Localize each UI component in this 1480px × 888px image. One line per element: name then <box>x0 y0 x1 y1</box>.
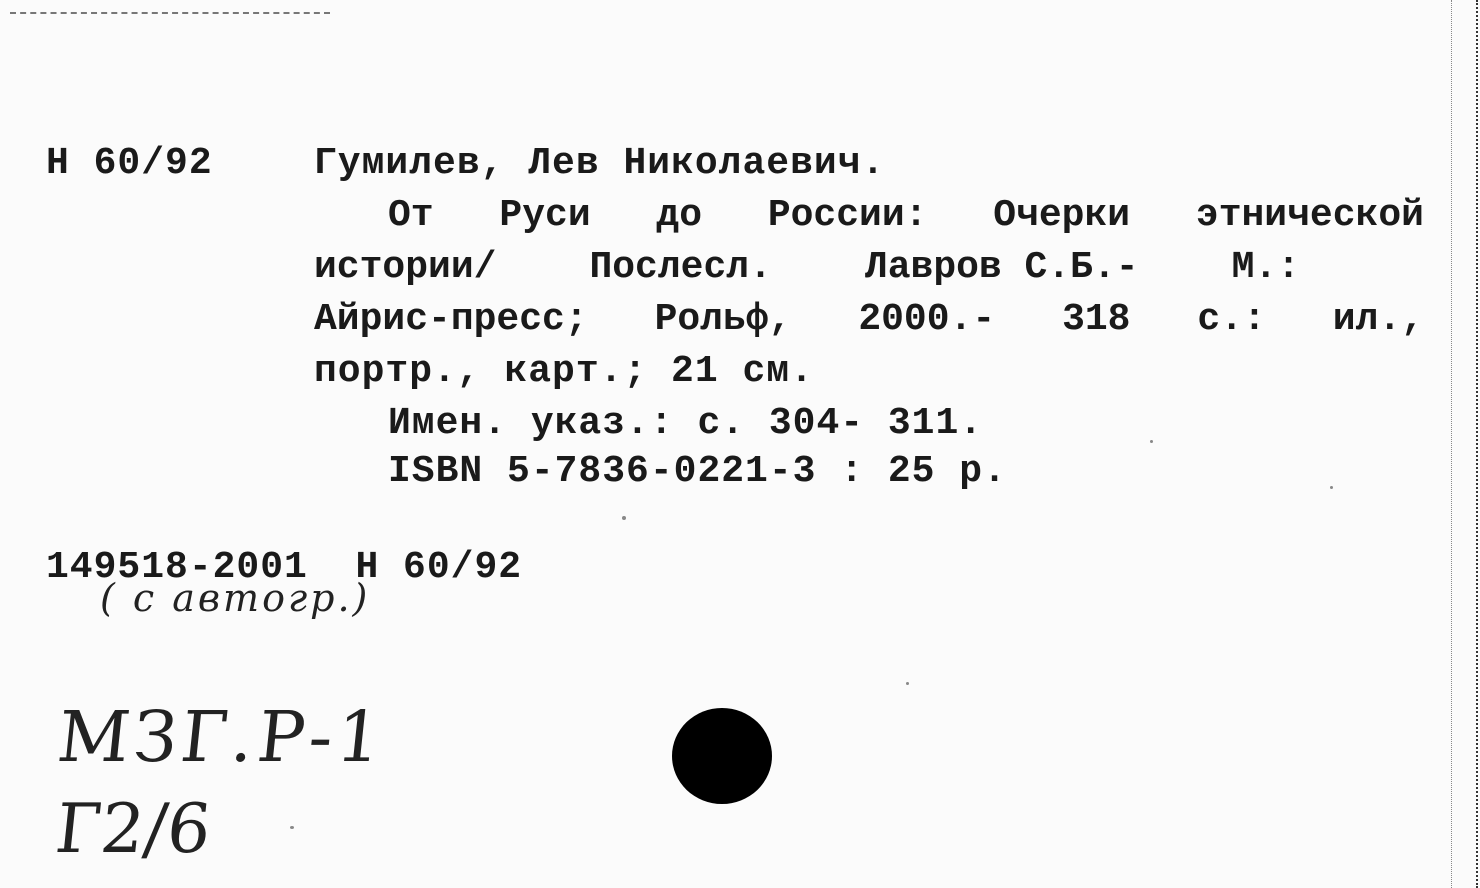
title-word: Очерки <box>993 194 1131 237</box>
card-right-edge-inner <box>1450 0 1452 888</box>
title-word: Послесл. <box>589 246 772 289</box>
isbn-price: ISBN 5-7836-0221-3 : 25 р. <box>388 450 1007 493</box>
scan-speck <box>906 682 909 685</box>
scan-speck <box>1150 440 1153 443</box>
title-word: Рольф, <box>654 298 792 341</box>
title-word: 2000.- <box>858 298 996 341</box>
title-line-2 <box>314 242 1300 294</box>
handwritten-code-1: МЗГ.Р-1 <box>53 696 390 778</box>
title-word: ил., <box>1332 298 1424 341</box>
title-word: с.: <box>1197 298 1266 341</box>
card-top-edge <box>10 12 330 17</box>
author-name: Гумилев, Лев Николаевич. <box>314 142 886 185</box>
title-word: М.: <box>1231 246 1300 289</box>
card-right-edge <box>1473 0 1478 888</box>
scan-speck <box>622 516 626 520</box>
punch-hole <box>672 708 772 804</box>
handwritten-code-2: Г2/6 <box>51 790 215 869</box>
title-word: Айрис-пресс; <box>314 298 588 341</box>
title-word: Руси <box>499 194 591 237</box>
title-line-3 <box>314 294 1424 346</box>
handwritten-autograph-note: ( с автогр.) <box>100 576 371 620</box>
title-word: От <box>388 194 434 237</box>
scan-speck <box>1330 486 1333 489</box>
scan-speck <box>290 826 294 829</box>
inventory-number: 149518-2001 Н 60/92 <box>46 546 523 589</box>
title-word: Лавров С.Б.- <box>864 246 1139 289</box>
physical-description: портр., карт.; 21 см. <box>314 350 814 393</box>
title-word: России: <box>767 194 928 237</box>
title-word: 318 <box>1062 298 1131 341</box>
call-number: Н 60/92 <box>46 142 213 185</box>
index-note: Имен. указ.: с. 304- 311. <box>388 402 984 445</box>
title-word: истории/ <box>314 246 497 289</box>
title-line-1 <box>388 190 1424 242</box>
title-word: этнической <box>1195 194 1424 237</box>
title-word: до <box>656 194 703 237</box>
